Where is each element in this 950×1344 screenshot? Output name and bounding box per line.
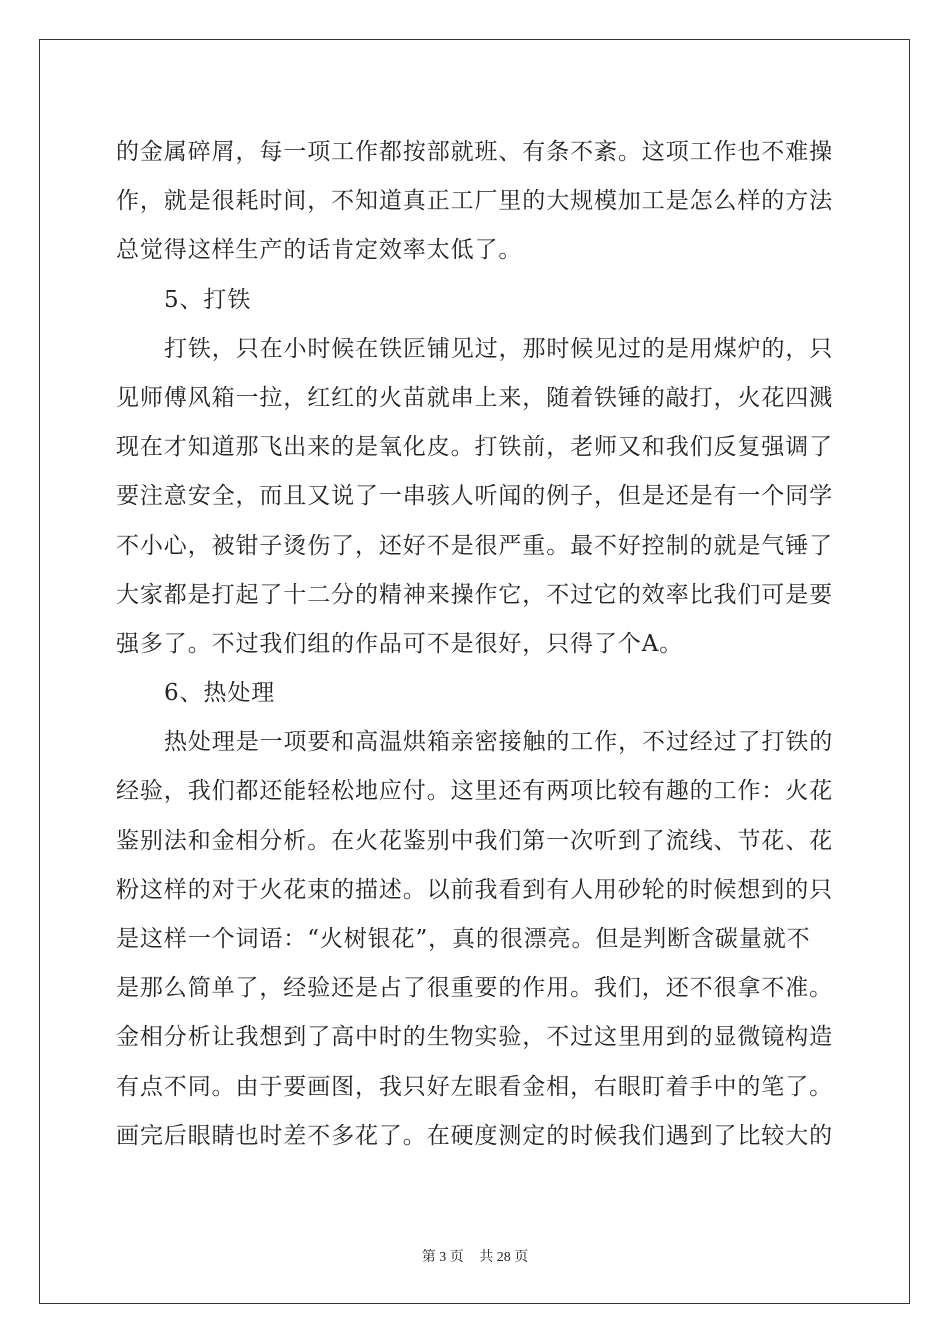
body-line-5: 打铁，只在小时候在铁匠铺见过，那时候见过的是用煤炉的，只 — [164, 335, 834, 362]
body-line-14: 经验，我们都还能轻松地应付。这里还有两项比较有趣的工作：火花 — [116, 778, 833, 805]
body-line-13: 热处理是一项要和高温烘箱亲密接触的工作，不过经过了打铁的 — [164, 729, 834, 756]
body-line-6: 见师傅风箱一拉，红红的火苗就串上来，随着铁锤的敲打，火花四溅 — [116, 384, 833, 411]
body-line-17: 是这样一个词语：“火树银花”，真的很漂亮。但是判断含碳量就不 — [116, 926, 811, 952]
page-footer — [0, 1246, 950, 1266]
body-line-21: 画完后眼睛也时差不多花了。在硬度测定的时候我们遇到了比较大的 — [116, 1122, 833, 1149]
body-line-7: 现在才知道那飞出来的是氧化皮。打铁前，老师又和我们反复强调了 — [116, 434, 833, 461]
page-number: 第 3 页 — [421, 1250, 464, 1265]
body-line-11: 强多了。不过我们组的作品可不是很好，只得了个A。 — [116, 630, 684, 657]
body-line-15: 鉴别法和金相分析。在火花鉴别中我们第一次听到了流线、节花、花 — [116, 827, 833, 854]
document-body — [116, 128, 836, 1161]
body-line-10: 大家都是打起了十二分的精神来操作它，不过它的效率比我们可是要 — [116, 581, 833, 608]
body-line-16: 粉这样的对于火花束的描述。以前我看到有人用砂轮的时候想到的只 — [116, 876, 833, 903]
page-total: 共 28 页 — [479, 1250, 529, 1265]
body-line-8: 要注意安全，而且又说了一串骇人听闻的例子，但是还是有一个同学 — [116, 483, 833, 510]
body-line-3: 总觉得这样生产的话肯定效率太低了。 — [116, 237, 523, 264]
section-heading-5: 5、打铁 — [164, 286, 252, 313]
body-line-20: 有点不同。由于要画图，我只好左眼看金相，右眼盯着手中的笔了。 — [116, 1073, 833, 1100]
body-line-18: 是那么简单了，经验还是占了很重要的作用。我们，还不很拿不准。 — [116, 975, 833, 1002]
body-line-19: 金相分析让我想到了高中时的生物实验，不过这里用到的显微镜构造 — [116, 1024, 833, 1051]
body-line-9: 不小心，被钳子烫伤了，还好不是很严重。最不好控制的就是气锤了 — [116, 532, 833, 559]
section-heading-6: 6、热处理 — [164, 680, 276, 707]
body-line-1: 的金属碎屑，每一项工作都按部就班、有条不紊。这项工作也不难操 — [116, 139, 833, 165]
body-line-2: 作，就是很耗时间，不知道真正工厂里的大规模加工是怎么样的方法 — [116, 188, 833, 215]
